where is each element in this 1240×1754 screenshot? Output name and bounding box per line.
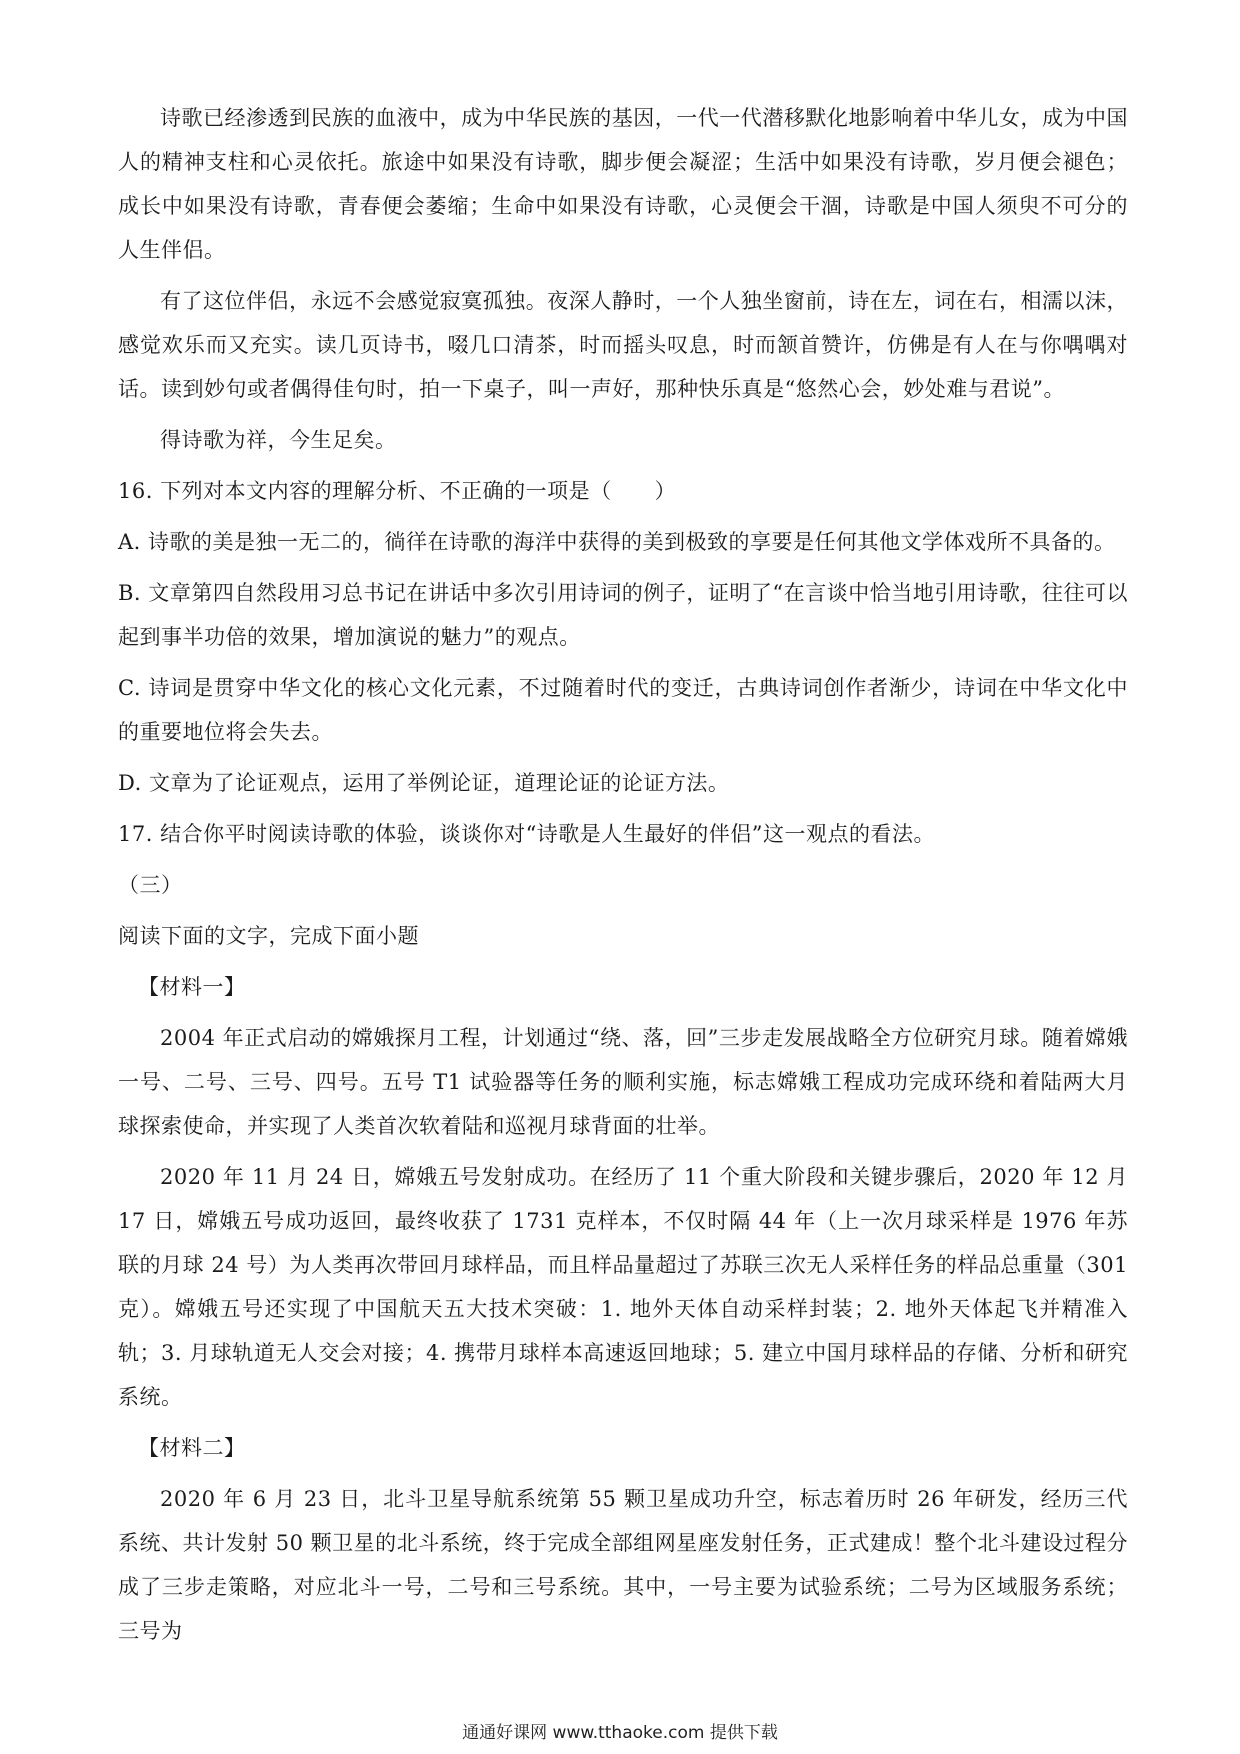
question-16-stem: 16. 下列对本文内容的理解分析、不正确的一项是（ ） (118, 479, 677, 503)
passage-paragraph-3: 得诗歌为祥，今生足矣。 (160, 428, 397, 452)
material-1-paragraph-2: 2020 年 11 月 24 日，嫦娥五号发射成功。在经历了 11 个重大阶段和关键步骤后，2020 年 12 月 17 日，嫦娥五号成功返回，最终收获了 1731 克样本，不仅时隔 44 年（上一次月球采样是 1976 年苏联的月球 24 号）为人类再次带回月球样品，而且样品量超过了苏联三次无人采样任务的样品总重量（301 克）。嫦娥五号还实现了中国航天五大技术突破：1. 地外天体自动采样封装；2. 地外天体起飞并精准入轨；3. 月球轨道无人交会对接；4. 携带月球样本高速返回地球；5. 建立中国月球样品的存储、分析和研究系统。 (118, 1165, 1128, 1409)
section-number: （三） (118, 873, 183, 897)
passage-paragraph-2: 有了这位伴侣，永远不会感觉寂寞孤独。夜深人静时，一个人独坐窗前，诗在左，词在右，相濡以沫，感觉欢乐而又充实。读几页诗书，啜几口清茶，时而摇头叹息，时而颔首赞许，仿佛是有人在与你喁喁对话。读到妙句或者偶得佳句时，拍一下桌子，叫一声好，那种快乐真是“悠然心会，妙处难与君说”。 (118, 289, 1128, 401)
page-footer: 通通好课网 www.tthaoke.com 提供下载 (462, 1723, 778, 1743)
question-16-option-d: D. 文章为了论证观点，运用了举例论证，道理论证的论证方法。 (118, 771, 730, 795)
question-16-option-b: B. 文章第四自然段用习总书记在讲话中多次引用诗词的例子，证明了“在言谈中恰当地引用诗歌，往往可以起到事半功倍的效果，增加演说的魅力”的观点。 (118, 581, 1128, 649)
passage-paragraph-1: 诗歌已经渗透到民族的血液中，成为中华民族的基因，一代一代潜移默化地影响着中华儿女，成为中国人的精神支柱和心灵依托。旅途中如果没有诗歌，脚步便会凝涩；生活中如果没有诗歌，岁月便会褪色；成长中如果没有诗歌，青春便会萎缩；生命中如果没有诗歌，心灵便会干涸，诗歌是中国人须臾不可分的人生伴侣。 (118, 106, 1128, 262)
question-16-option-c: C. 诗词是贯穿中华文化的核心文化元素，不过随着时代的变迁，古典诗词创作者渐少，诗词在中华文化中的重要地位将会失去。 (118, 676, 1128, 744)
question-16-option-a: A. 诗歌的美是独一无二的，徜徉在诗歌的海洋中获得的美到极致的享要是任何其他文学体戏所不具备的。 (118, 530, 1116, 554)
material-2-label: 【材料二】 (138, 1436, 246, 1460)
material-2-paragraph-1: 2020 年 6 月 23 日，北斗卫星导航系统第 55 颗卫星成功升空，标志着历时 26 年研发，经历三代系统、共计发射 50 颗卫星的北斗系统，终于完成全部组网星座发射任务，正式建成！整个北斗建设过程分成了三步走策略，对应北斗一号，二号和三号系统。其中，一号主要为试验系统；二号为区域服务系统；三号为 (118, 1487, 1128, 1643)
material-1-paragraph-1: 2004 年正式启动的嫦娥探月工程，计划通过“绕、落，回”三步走发展战略全方位研究月球。随着嫦娥一号、二号、三号、四号。五号 T1 试验器等任务的顺利实施，标志嫦娥工程成功完成环绕和着陆两大月球探索使命，并实现了人类首次软着陆和巡视月球背面的壮举。 (118, 1026, 1128, 1138)
document-page (118, 96, 1128, 1660)
material-1-label: 【材料一】 (138, 975, 246, 999)
question-17: 17. 结合你平时阅读诗歌的体验，谈谈你对“诗歌是人生最好的伴侣”这一观点的看法。 (118, 822, 936, 846)
section-instruction: 阅读下面的文字，完成下面小题 (118, 924, 419, 948)
